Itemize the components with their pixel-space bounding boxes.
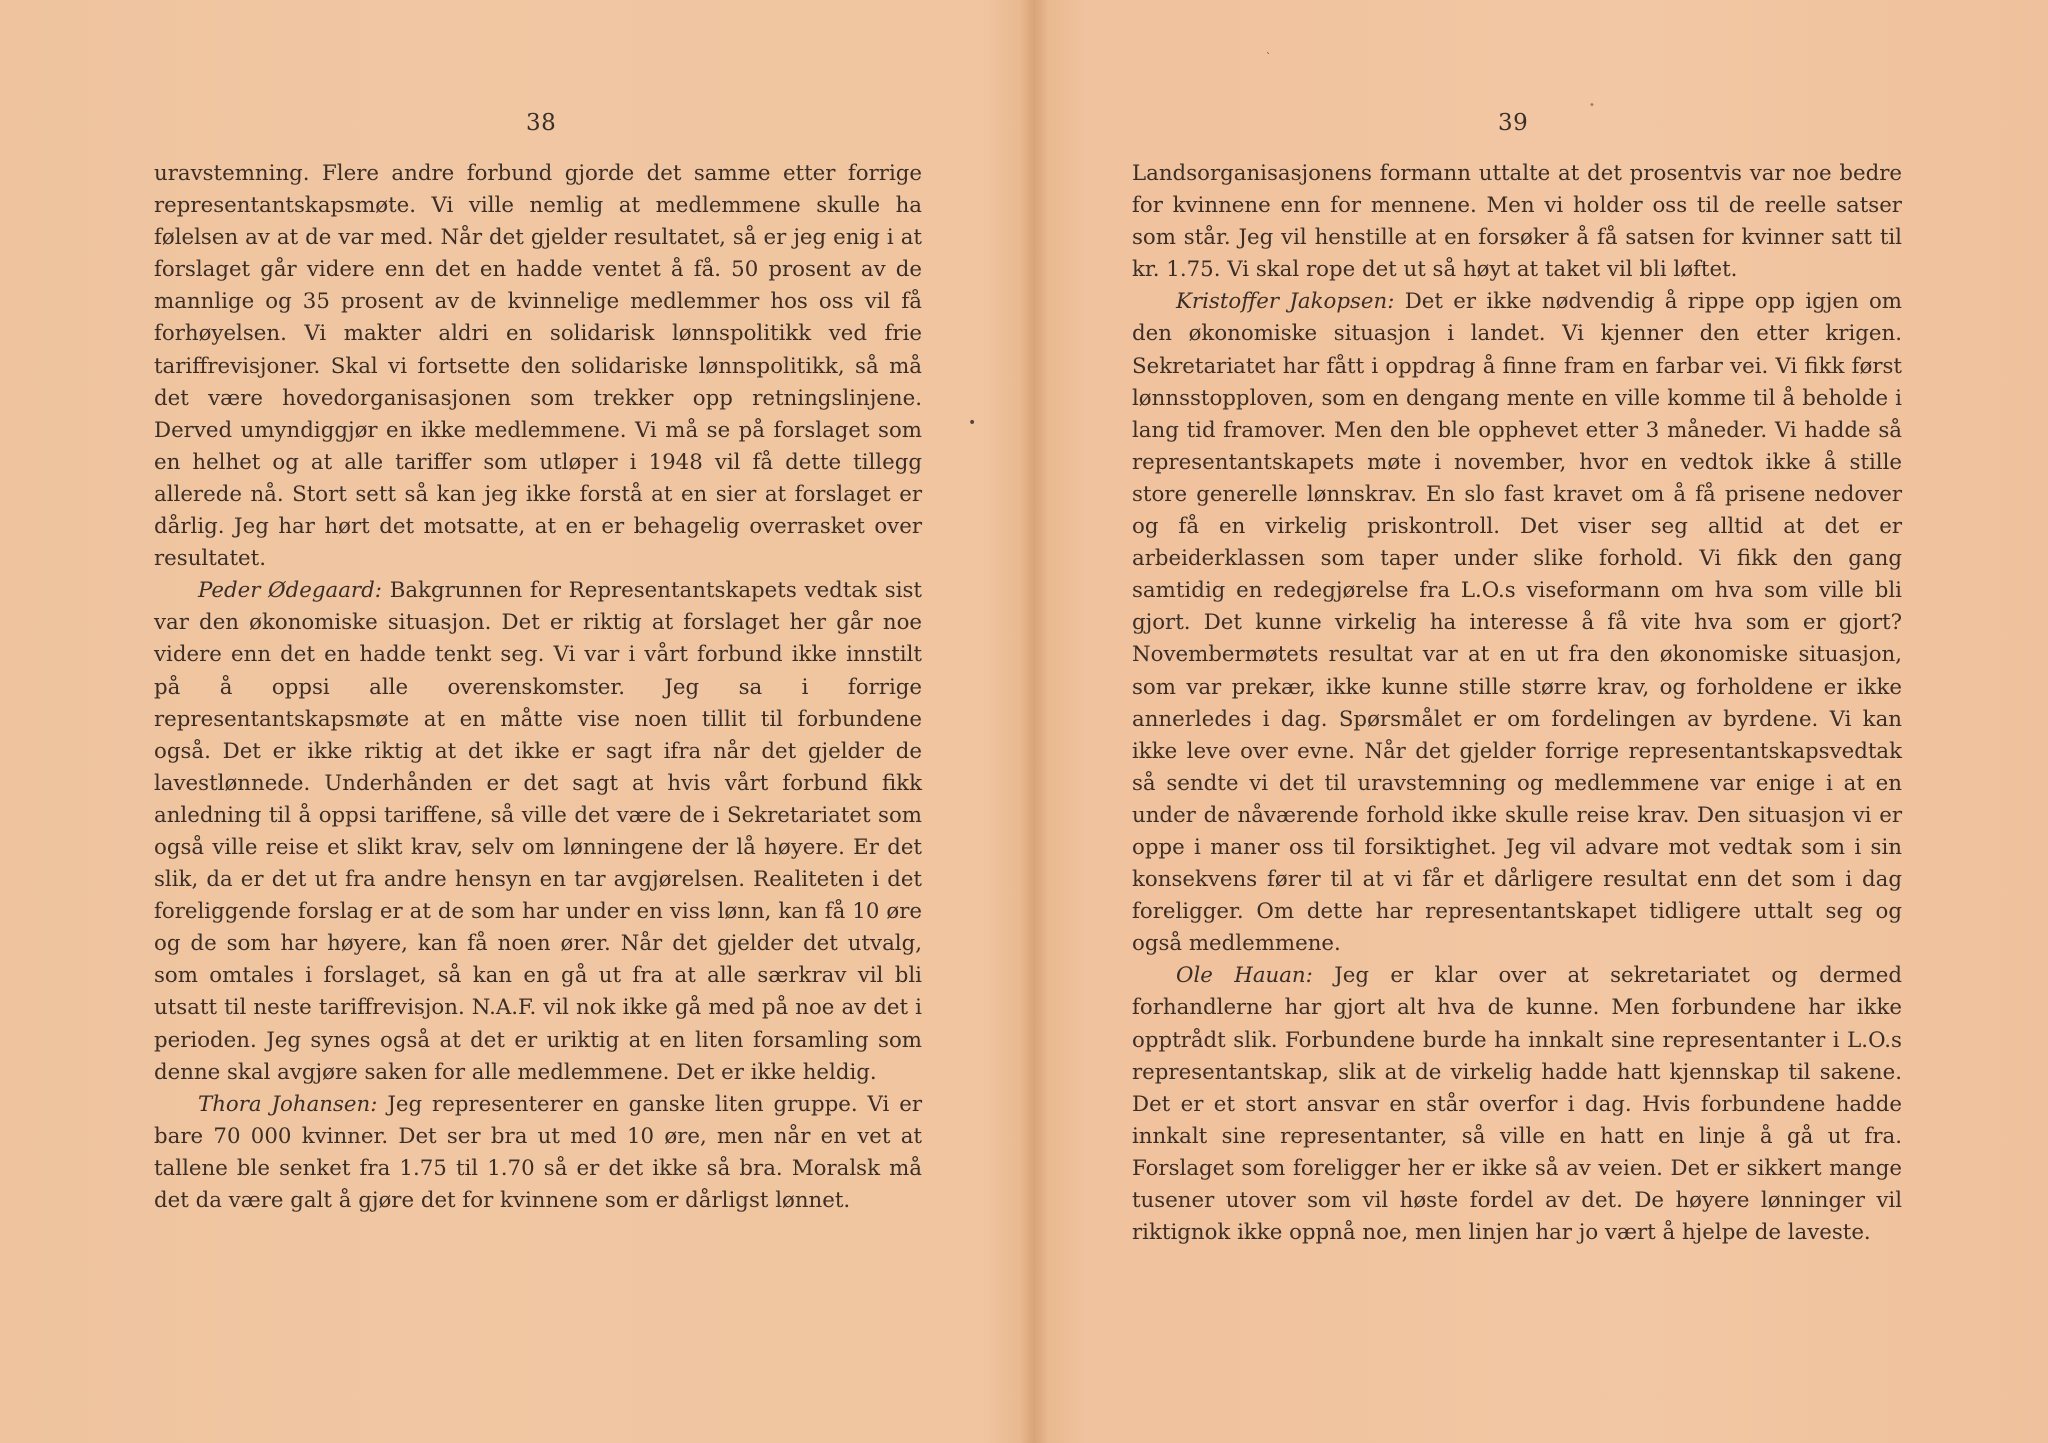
paragraph bbox=[1132, 960, 1902, 1249]
paragraph-text: Bakgrunnen for Representantskapets vedtak sist var den økonomiske situasjon. Det er riktig at forslaget her går noe videre enn det en hadde tenkt seg. Vi var i vårt forbund ikke innstilt på å oppsi alle overenskomster. Jeg sa i forrige representantskapsmøte at en måtte vise noen tillit til forbundene også. Det er ikke riktig at det ikke er sagt ifra når det gjelder de lavestlønnede. Underhånden er det sagt at hvis vårt forbund fikk anledning til å oppsi tariffene, så ville det være de i Sekretariatet som også ville reise et slikt krav, selv om lønningene der lå høyere. Er det slik, da er det ut fra andre hensyn en tar avgjørelsen. Realiteten i det foreliggende forslag er at de som har under en viss lønn, kan få 10 øre og de som har høyere, kan få noen ører. Når det gjelder det utvalg, som omtales i forslaget, så kan en gå ut fra at alle særkrav vil bli utsatt til neste tariffrevisjon. N.A.F. vil nok ikke gå med på noe av det i perioden. Jeg synes også at det er uriktig at en liten forsamling som denne skal avgjøre saken for alle medlemmene. Det er ikke heldig. bbox=[154, 578, 922, 1085]
page-number-right: 39 bbox=[1498, 110, 1529, 136]
paragraph-text: Landsorganisasjonens formann uttalte at det prosentvis var noe bedre for kvinnene enn for mennene. Men vi holder oss til de reelle satser som står. Jeg vil henstille at en forsøker å få satsen for kvinner satt til kr. 1.75. Vi skal rope det ut så høyt at taket vil bli løftet. bbox=[1132, 161, 1902, 283]
paragraph bbox=[1132, 158, 1902, 286]
right-text-block bbox=[1132, 158, 1902, 1249]
ink-speck: • bbox=[1589, 100, 1595, 111]
speaker-name: Ole Hauan: bbox=[1176, 963, 1313, 989]
left-text-block bbox=[154, 158, 922, 1217]
paragraph-text: Jeg representerer en ganske liten gruppe. Vi er bare 70 000 kvinner. Det ser bra ut med 10 øre, men når en vet at tallene ble senket fra 1.75 til 1.70 så er det ikke så bra. Moralsk må det da være galt å gjøre det for kvinnene som er dårligst lønnet. bbox=[154, 1091, 923, 1213]
ink-speck: ˋ bbox=[1266, 52, 1271, 63]
paragraph bbox=[154, 1089, 922, 1217]
paragraph-text: uravstemning. Flere andre forbund gjorde det samme etter forrige representantskapsmøte. Vi ville nemlig at medlemmene skulle ha følelsen av at de var med. Når det gjelder resultatet, så er jeg enig i at forslaget går videre enn det en hadde ventet å få. 50 prosent av de mannlige og 35 prosent av de kvinnelige medlemmer hos oss vil få forhøyelsen. Vi makter aldri en solidarisk lønnspolitikk ved frie tariffrevisjoner. Skal vi fortsette den solidariske lønnspolitikk, så må det være hovedorganisasjonen som trekker opp retningslinjene. Derved umyndiggjør en ikke medlemmene. Vi må se på forslaget som en helhet og at alle tariffer som utløper i 1948 vil få dette tillegg allerede nå. Stort sett så kan jeg ikke forstå at en sier at forslaget er dårlig. Jeg har hørt det motsatte, at en er behagelig overrasket over resultatet. bbox=[154, 161, 922, 572]
paragraph-text: Jeg er klar over at sekretariatet og dermed forhandlerne har gjort alt hva de kunne. Men forbundene har ikke opptrådt slik. Forbundene burde ha innkalt sine representanter i L.O.s representantskap, slik at de virkelig hadde hatt kjennskap til sakene. Det er et stort ansvar en står overfor i dag. Hvis forbundene hadde innkalt sine representanter, så ville en hatt en linje å gå ut fra. Forslaget som foreligger her er ikke så av veien. Det er sikkert mange tusener utover som vil høste fordel av det. De høyere lønninger vil riktignok ikke oppnå noe, men linjen har jo vært å hjelpe de laveste. bbox=[1132, 963, 1903, 1246]
book-gutter bbox=[1020, 0, 1048, 1443]
paragraph bbox=[154, 158, 922, 575]
paragraph bbox=[154, 575, 922, 1089]
speaker-name: Peder Ødegaard: bbox=[198, 578, 382, 604]
right-page bbox=[1048, 0, 2048, 1443]
paragraph bbox=[1132, 286, 1902, 960]
left-page bbox=[0, 0, 1020, 1443]
speaker-name: Kristoffer Jakopsen: bbox=[1176, 289, 1395, 315]
speaker-name: Thora Johansen: bbox=[198, 1091, 378, 1117]
ink-speck: • bbox=[968, 415, 977, 431]
paragraph-text: Det er ikke nødvendig å rippe opp igjen om den økonomiske situasjon i landet. Vi kjenner den etter krigen. Sekretariatet har fått i oppdrag å finne fram en farbar vei. Vi fikk først lønnsstopploven, som en dengang mente en ville komme til å beholde i lang tid framover. Men den ble opphevet etter 3 måneder. Vi hadde så representantskapets møte i november, hvor en vedtok ikke å stille store generelle lønnskrav. En slo fast kravet om å få prisene nedover og få en virkelig priskontroll. Det viser seg alltid at det er arbeiderklassen som taper under slike forhold. Vi fikk den gang samtidig en redegjørelse fra L.O.s viseformann om hva som ville bli gjort. Det kunne virkelig ha interesse å få vite hva som er gjort? Novembermøtets resultat var at en ut fra den økonomiske situasjon, som var prekær, ikke kunne stille større krav, og forholdene er ikke annerledes i dag. Spørsmålet er om fordelingen av byrdene. Vi kan ikke leve over evne. Når det gjelder forrige representantskapsvedtak så sendte vi det til uravstemning og medlemmene var enige i at en under de nåværende forhold ikke skulle reise krav. Den situasjon vi er oppe i maner oss til forsiktighet. Jeg vil advare mot vedtak som i sin konsekvens fører til at vi får et dårligere resultat enn det som i dag foreligger. Om dette har representantskapet tidligere uttalt seg og også medlemmene. bbox=[1132, 289, 1902, 957]
page-number-left: 38 bbox=[526, 110, 557, 136]
